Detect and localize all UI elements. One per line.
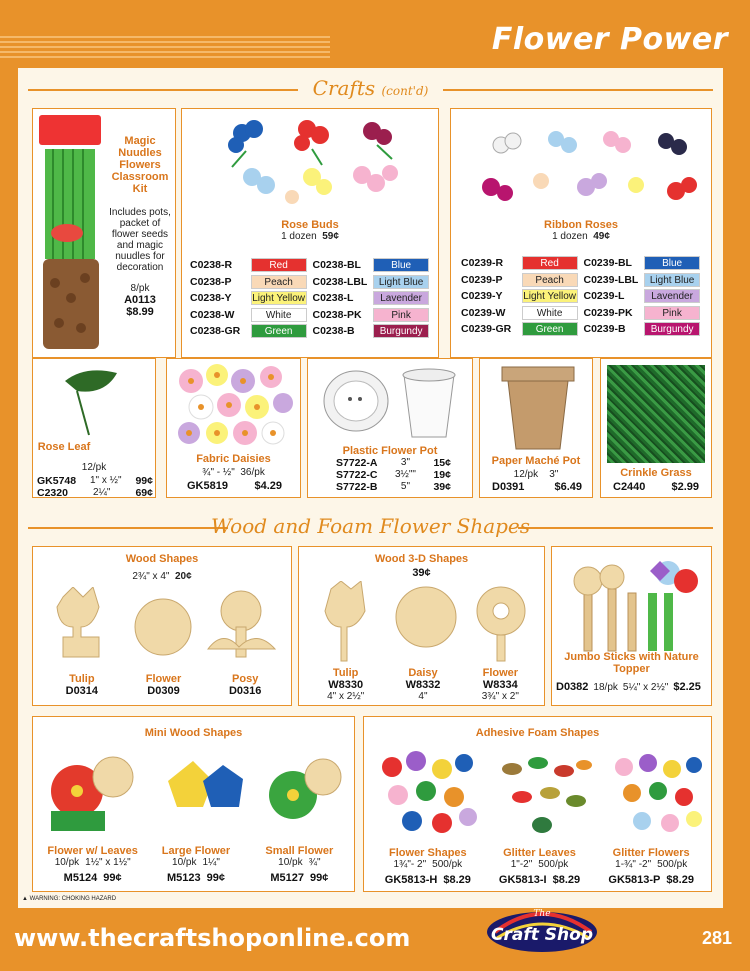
mini-wood-image bbox=[43, 751, 348, 841]
nuudles-pack: 8/pk bbox=[130, 283, 150, 294]
mache-pot-price: $6.49 bbox=[554, 481, 582, 493]
item-code: C0238-P bbox=[190, 275, 232, 288]
fabric-daisies-pack: 36/pk bbox=[240, 467, 265, 478]
color-swatch: Blue bbox=[644, 256, 700, 270]
item-details bbox=[144, 857, 247, 868]
ribbon-roses-title: Ribbon Roses bbox=[544, 219, 618, 231]
fabric-daisies-title: Fabric Daisies bbox=[196, 453, 271, 465]
item-pack: 500/pk bbox=[432, 859, 463, 870]
item-column bbox=[595, 847, 707, 888]
item-code: D0309 bbox=[147, 685, 180, 697]
item-order bbox=[144, 868, 247, 886]
item-name: Daisy bbox=[408, 667, 438, 679]
color-row bbox=[190, 290, 435, 307]
svg-text:Craft Shop: Craft Shop bbox=[491, 925, 593, 945]
rose-buds-color-table bbox=[190, 257, 435, 340]
wood-3d-price: 39¢ bbox=[412, 567, 431, 579]
choking-warning bbox=[22, 896, 116, 902]
color-swatch: Light Yellow bbox=[523, 291, 577, 303]
item-code: C0238-L bbox=[312, 292, 354, 305]
warning-text: WARNING: CHOKING HAZARD bbox=[29, 896, 117, 902]
item-size: 1"-2" bbox=[510, 859, 533, 870]
item-column bbox=[307, 667, 384, 702]
item-code: C0239-GR bbox=[461, 323, 512, 336]
wood-3d-image bbox=[311, 581, 536, 665]
item-order bbox=[595, 870, 707, 888]
item-code: C0238-LBL bbox=[312, 275, 368, 288]
mini-wood-title: Mini Wood Shapes bbox=[144, 727, 243, 739]
item-size: 2¼" bbox=[92, 487, 111, 498]
item-code: C0239-R bbox=[461, 257, 504, 270]
color-swatch: Peach bbox=[251, 275, 307, 289]
plastic-pot-title: Plastic Flower Pot bbox=[342, 445, 438, 457]
fabric-daisies-code: GK5819 bbox=[187, 480, 228, 492]
item-code: C2320 bbox=[37, 487, 68, 499]
color-row bbox=[190, 274, 435, 291]
item-name: Small Flower bbox=[265, 845, 334, 857]
item-code: C0239-W bbox=[461, 306, 506, 319]
item-price: $8.29 bbox=[552, 874, 581, 886]
item-name: Large Flower bbox=[161, 845, 231, 857]
jumbo-pack: 18/pk bbox=[593, 682, 618, 693]
item-price: 99¢ bbox=[309, 872, 329, 884]
item-code: C0238-PK bbox=[312, 308, 362, 321]
mache-pot-code: D0391 bbox=[492, 481, 525, 493]
ribbon-roses-color-table bbox=[461, 255, 706, 338]
section-title-crafts bbox=[18, 76, 723, 100]
mache-pot-pack: 12/pk bbox=[513, 469, 539, 480]
price-row bbox=[336, 457, 451, 469]
color-swatch: Green bbox=[251, 324, 307, 338]
color-swatch: Green bbox=[522, 322, 578, 336]
item-details bbox=[372, 859, 484, 870]
color-swatch: Burgundy bbox=[373, 324, 429, 338]
item-price: 15¢ bbox=[433, 457, 451, 469]
ribbon-roses-image bbox=[461, 115, 701, 220]
product-wood-3d-shapes[interactable] bbox=[298, 546, 545, 706]
warning-icon: ▲ bbox=[22, 896, 28, 902]
crinkle-grass-price: $2.99 bbox=[671, 481, 699, 493]
jumbo-size: 5¼" x 2½" bbox=[622, 682, 669, 693]
item-code: M5127 bbox=[270, 872, 304, 884]
product-nuudles[interactable] bbox=[32, 108, 176, 358]
item-code: GK5748 bbox=[37, 475, 77, 487]
item-column bbox=[204, 673, 286, 697]
item-code: W8334 bbox=[482, 679, 518, 691]
item-details bbox=[595, 859, 707, 870]
item-order bbox=[372, 870, 484, 888]
item-pack: 500/pk bbox=[657, 859, 688, 870]
item-pack: 10/pk bbox=[54, 857, 80, 868]
item-code: C0239-PK bbox=[583, 306, 633, 319]
product-rose-leaf[interactable] bbox=[32, 358, 156, 498]
item-details bbox=[484, 859, 596, 870]
item-code: D0314 bbox=[65, 685, 99, 697]
item-code: M5124 bbox=[63, 872, 98, 884]
item-code: W8330 bbox=[328, 679, 364, 691]
item-code: C0239-L bbox=[583, 290, 625, 303]
item-code: C0239-B bbox=[583, 323, 626, 336]
craft-shop-logo bbox=[485, 902, 600, 956]
item-order bbox=[248, 868, 351, 886]
color-swatch: Lavender bbox=[644, 289, 700, 303]
color-swatch: Red bbox=[251, 258, 307, 272]
jumbo-title: Jumbo Sticks with Nature Topper bbox=[564, 651, 699, 675]
color-swatch: Light Blue bbox=[644, 273, 700, 287]
product-adhesive-foam-shapes[interactable] bbox=[363, 716, 712, 892]
item-size: 1" x ½" bbox=[90, 475, 122, 486]
wood-shapes-image bbox=[43, 587, 283, 667]
item-code: C0238-B bbox=[312, 325, 355, 338]
item-code: C0238-Y bbox=[190, 292, 232, 305]
item-column bbox=[384, 667, 461, 702]
product-mini-wood-shapes[interactable] bbox=[32, 716, 355, 892]
item-name: Flower bbox=[482, 667, 519, 679]
wood-3d-title: Wood 3-D Shapes bbox=[374, 553, 469, 565]
item-size: 4" bbox=[418, 691, 428, 702]
rose-leaf-rows bbox=[37, 475, 153, 499]
product-rose-buds[interactable] bbox=[181, 108, 439, 358]
color-swatch: Light Yellow bbox=[252, 293, 306, 305]
rose-buds-qty: 1 dozen bbox=[281, 231, 317, 242]
jumbo-sticks-image bbox=[560, 553, 705, 653]
item-column bbox=[41, 845, 144, 886]
color-swatch: Burgundy bbox=[644, 322, 700, 336]
wood-shapes-title: Wood Shapes bbox=[125, 553, 199, 565]
color-row bbox=[461, 305, 706, 322]
crinkle-grass-title: Crinkle Grass bbox=[620, 467, 692, 479]
item-code: W8332 bbox=[405, 679, 441, 691]
product-ribbon-roses[interactable] bbox=[450, 108, 712, 358]
color-swatch: Pink bbox=[644, 306, 700, 320]
item-code: C0239-Y bbox=[461, 290, 503, 303]
ribbon-roses-price: 49¢ bbox=[593, 231, 610, 242]
price-row bbox=[37, 475, 153, 487]
product-wood-shapes[interactable] bbox=[32, 546, 292, 706]
fabric-daisies-size: ¾" - ½" bbox=[202, 467, 235, 478]
nuudles-code: A0113 bbox=[124, 294, 156, 306]
item-column bbox=[462, 667, 539, 702]
item-code: D0316 bbox=[228, 685, 262, 697]
product-mache-pot[interactable] bbox=[479, 358, 593, 498]
item-size: 5" bbox=[400, 481, 411, 492]
item-column bbox=[372, 847, 484, 888]
item-name: Tulip bbox=[69, 673, 95, 685]
item-size: 3½"" bbox=[394, 469, 416, 480]
color-swatch: Pink bbox=[373, 308, 429, 322]
rose-leaf-pack: 12/pk bbox=[81, 462, 107, 473]
crafts-subtitle: (cont'd) bbox=[381, 84, 429, 98]
svg-text:The: The bbox=[533, 909, 551, 919]
color-swatch: Blue bbox=[373, 258, 429, 272]
item-size: 1½" x 1½" bbox=[85, 857, 131, 868]
color-row bbox=[461, 272, 706, 289]
item-name: Glitter Leaves bbox=[503, 847, 576, 859]
item-size: 1¾"- 2" bbox=[393, 859, 427, 870]
item-size: 4" x 2½" bbox=[327, 691, 365, 702]
item-price: 99¢ bbox=[135, 475, 153, 487]
item-code: S7722-A bbox=[336, 457, 378, 469]
item-column bbox=[123, 673, 205, 697]
item-size: 1-¾" -2" bbox=[615, 859, 652, 870]
item-price: 69¢ bbox=[135, 487, 153, 499]
rose-leaf-title: Rose Leaf bbox=[37, 441, 91, 453]
item-price: 39¢ bbox=[433, 481, 451, 493]
item-size: ¾" bbox=[308, 857, 321, 868]
color-swatch: Red bbox=[522, 256, 578, 270]
item-order bbox=[41, 868, 144, 886]
header-stripes bbox=[0, 36, 330, 58]
item-column bbox=[41, 673, 123, 697]
color-row bbox=[190, 257, 435, 274]
item-price: $8.29 bbox=[443, 874, 471, 886]
product-fabric-daisies[interactable] bbox=[166, 358, 301, 498]
color-swatch: White bbox=[522, 306, 578, 320]
item-pack: 500/pk bbox=[538, 859, 569, 870]
color-row bbox=[190, 323, 435, 340]
item-size: 3¾" x 2" bbox=[481, 691, 519, 702]
item-column bbox=[144, 845, 247, 886]
color-swatch: Light Blue bbox=[373, 275, 429, 289]
item-code: C0238-GR bbox=[190, 325, 241, 338]
item-details bbox=[248, 857, 351, 868]
page-title: Flower Power bbox=[491, 22, 728, 57]
item-name: Flower bbox=[145, 673, 182, 685]
mache-pot-size: 3" bbox=[549, 469, 559, 480]
item-price: 19¢ bbox=[433, 469, 451, 481]
fabric-daisies-image bbox=[171, 361, 297, 451]
foam-image bbox=[372, 747, 707, 842]
color-row bbox=[461, 288, 706, 305]
item-code: M5123 bbox=[166, 872, 201, 884]
color-swatch: Peach bbox=[522, 273, 578, 287]
item-price: 99¢ bbox=[103, 872, 122, 884]
product-plastic-pot[interactable] bbox=[307, 358, 473, 498]
item-code: C0239-BL bbox=[583, 257, 632, 270]
product-crinkle-grass[interactable] bbox=[600, 358, 712, 498]
mini-wood-items bbox=[41, 845, 351, 886]
item-code: C0239-LBL bbox=[583, 273, 639, 286]
item-name: Tulip bbox=[332, 667, 359, 679]
item-pack: 10/pk bbox=[172, 857, 197, 868]
item-pack: 10/pk bbox=[278, 857, 303, 868]
item-price: $8.29 bbox=[666, 874, 694, 886]
crinkle-grass-image bbox=[607, 365, 705, 463]
nuudles-title: Magic Nuudles Flowers Classroom Kit bbox=[111, 135, 169, 195]
item-column bbox=[248, 845, 351, 886]
item-name: Flower w/ Leaves bbox=[47, 845, 138, 857]
item-code: GK5813-I bbox=[498, 874, 547, 886]
price-row bbox=[336, 481, 451, 493]
ribbon-roses-qty: 1 dozen bbox=[552, 231, 588, 242]
item-price: 99¢ bbox=[206, 872, 225, 884]
item-code: GK5813-H bbox=[384, 874, 438, 886]
nuudles-kit-image bbox=[37, 113, 103, 353]
wood-3d-items bbox=[307, 667, 539, 702]
crinkle-grass-code: C2440 bbox=[613, 481, 646, 493]
item-size: 3" bbox=[400, 457, 411, 468]
website-link[interactable]: www.thecraftshoponline.com bbox=[14, 924, 411, 952]
color-row bbox=[461, 255, 706, 272]
item-details bbox=[41, 857, 144, 868]
color-row bbox=[461, 321, 706, 338]
foam-title: Adhesive Foam Shapes bbox=[475, 727, 600, 739]
section-title-wood-foam: Wood and Foam Flower Shapes bbox=[210, 514, 531, 538]
jumbo-price: $2.25 bbox=[673, 681, 701, 693]
rose-leaf-image bbox=[55, 367, 125, 437]
product-jumbo-sticks[interactable] bbox=[551, 546, 712, 706]
nuudles-description: Includes pots, packet of flower seeds and magic nuudles for decoration bbox=[109, 207, 171, 273]
wood-shapes-price: 20¢ bbox=[175, 571, 192, 582]
page-number: 281 bbox=[701, 928, 732, 948]
jumbo-code: D0382 bbox=[556, 681, 589, 693]
color-swatch: Lavender bbox=[373, 291, 429, 305]
catalog-panel bbox=[18, 68, 723, 908]
item-code: S7722-B bbox=[336, 481, 378, 493]
item-name: Glitter Flowers bbox=[612, 847, 690, 859]
item-code: C0238-BL bbox=[312, 259, 361, 272]
item-order bbox=[484, 870, 596, 888]
item-code: C0238-R bbox=[190, 259, 233, 272]
plastic-pot-image bbox=[316, 363, 466, 443]
rose-buds-title: Rose Buds bbox=[281, 219, 339, 231]
rose-buds-price: 59¢ bbox=[322, 231, 339, 242]
price-row bbox=[336, 469, 451, 481]
item-code: GK5813-P bbox=[608, 874, 661, 886]
color-row bbox=[190, 307, 435, 324]
rose-buds-image bbox=[212, 115, 412, 220]
item-name: Flower Shapes bbox=[389, 847, 467, 859]
crafts-title: Crafts bbox=[312, 76, 376, 100]
item-code: S7722-C bbox=[336, 469, 378, 481]
item-size: 1¼" bbox=[202, 857, 220, 868]
wood-shapes-size: 2¾" x 4" bbox=[132, 571, 170, 582]
mache-pot-title: Paper Maché Pot bbox=[491, 455, 581, 467]
item-column bbox=[484, 847, 596, 888]
price-row bbox=[37, 487, 153, 499]
item-code: C0239-P bbox=[461, 273, 503, 286]
nuudles-price: $8.99 bbox=[126, 306, 154, 318]
item-code: C0238-W bbox=[190, 308, 235, 321]
foam-items bbox=[372, 847, 707, 888]
plastic-pot-rows bbox=[336, 457, 451, 493]
wood-shapes-items bbox=[41, 673, 286, 697]
mache-pot-image bbox=[500, 363, 576, 453]
color-swatch: White bbox=[251, 308, 307, 322]
item-name: Posy bbox=[232, 673, 259, 685]
fabric-daisies-price: $4.29 bbox=[254, 480, 282, 492]
